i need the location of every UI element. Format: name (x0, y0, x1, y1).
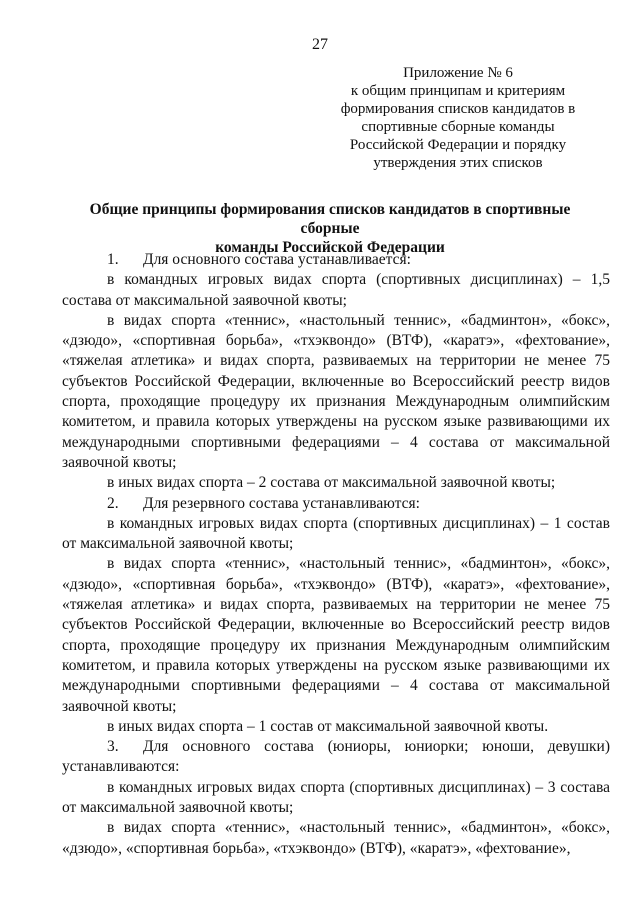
section-2-other: в иных видах спорта – 1 состав от максимальной заявочной квоты. (107, 717, 549, 735)
section-3-sports: в видах спорта «теннис», «настольный теннис», «бадминтон», «бокс», «дзюдо», «спортивная борьба», «тхэквондо» (ВТФ), «каратэ», «фехтование», (62, 819, 610, 857)
appendix-line: Приложение № 6 (403, 65, 513, 81)
section-2-team: в командных игровых видах спорта (спортивных дисциплинах) – 1 состав от максимальной заявочной квоты; (62, 514, 610, 553)
page-number: 27 (312, 36, 328, 53)
appendix-line: формирования списков кандидатов в (340, 101, 576, 117)
section-2-heading (62, 494, 610, 514)
appendix-line: утверждения этих списков (373, 155, 543, 171)
section-1-other: в иных видах спорта – 2 состава от максимальной заявочной квоты; (107, 474, 556, 492)
appendix-header (328, 64, 588, 172)
section-heading-text: Для основного состава (юниоры, юниорки; юноши, девушки) устанавливаются: (62, 738, 610, 776)
section-number: 1. (107, 251, 119, 268)
appendix-line: к общим принципам и критериям (350, 83, 566, 99)
section-3-team: в командных игровых видах спорта (спортивных дисциплинах) – 3 состава от максимальной заявочной квоты; (62, 778, 610, 817)
section-1-team: в командных игровых видах спорта (спортивных дисциплинах) – 1,5 состава от максимальной заявочной квоты; (62, 271, 610, 309)
section-number: 2. (107, 494, 119, 512)
section-1-sports: в видах спорта «теннис», «настольный теннис», «бадминтон», «бокс», «дзюдо», «спортивная борьба», «тхэквондо» (ВТФ), «каратэ», «фехтование», «тяжелая атлетика» и видах спорта, развиваемых на территории не менее 75 субъектов Российской Федерации, включенные во Всероссийский реестр видов спорта, проходящие процедуру их признания Международным олимпийским комитетом, и правила которых утверждены на русском языке развивающими их международными спортивными федерациями – 4 состава от максимальной заявочной квоты; (62, 311, 610, 471)
appendix-line: Российской Федерации и порядку (349, 137, 567, 153)
title-line: Общие принципы формирования списков кандидатов в спортивные сборные (89, 201, 571, 237)
title-line: команды Российской Федерации (215, 239, 445, 256)
appendix-line: спортивные сборные команды (361, 119, 555, 135)
section-number: 3. (107, 738, 119, 756)
section-2-sports: в видах спорта «теннис», «настольный теннис», «бадминтон», «бокс», «дзюдо», «спортивная борьба», «тхэквондо» (ВТФ), «каратэ», «фехтование», «тяжелая атлетика» и видах спорта, развиваемых на территории не менее 75 субъектов Российской Федерации, включенные во Всероссийский реестр видов спорта, проходящие процедуру их признания Международным олимпийским комитетом, и правила которых утверждены на русском языке развивающими их международными спортивными федерациями – 4 состава от максимальной заявочной квоты; (62, 555, 610, 715)
document-title (60, 200, 600, 257)
section-3-heading (62, 737, 610, 778)
section-heading-text: Для основного состава устанавливается: (143, 251, 411, 268)
section-1-heading (62, 250, 610, 270)
document-body (62, 250, 610, 859)
section-heading-text: Для резервного состава устанавливаются: (143, 494, 420, 512)
